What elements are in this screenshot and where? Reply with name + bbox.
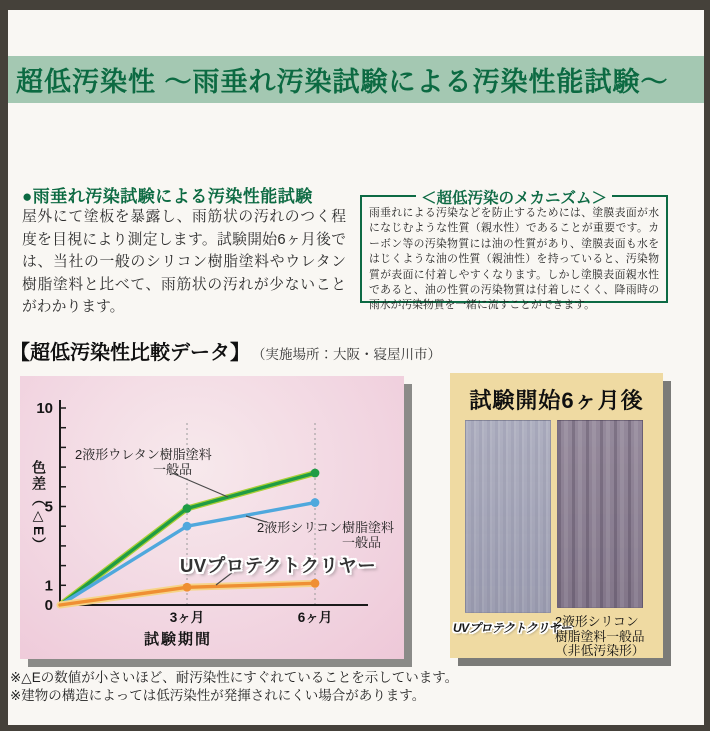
intro-body-text: 屋外にて塗板を暴露し、雨筋状の汚れのつく程度を目視により測定します。試験開始6ヶ月後では、当社の一般のシリコン樹脂塗料やウレタン樹脂塗料と比べて、雨筋状の汚れが少ないことがわかります。 <box>22 209 346 315</box>
photo-uv-protect-clear-sample <box>465 420 551 613</box>
data-heading-location: （実施場所：大阪・寝屋川市） <box>252 347 441 362</box>
mechanism-box <box>360 190 668 312</box>
silicon-series-label-line2: 一般品 <box>341 535 381 550</box>
comparison-chart-panel <box>20 376 404 659</box>
intro-heading: ●雨垂れ汚染試験による汚染性能試験 <box>22 187 313 206</box>
mechanism-box-title: ＜超低汚染のメカニズム＞ <box>416 186 612 208</box>
footnote-delta-e: ※△Eの数値が小さいほど、耐汚染性にすぐれていることを示しています。 <box>10 670 459 685</box>
photo-comparison-panel <box>450 373 663 658</box>
photo-silicon-paint-sample <box>557 420 643 608</box>
uv-protect-clear-series-label: UVプロテクトクリヤー <box>180 555 377 576</box>
photo-right-label-line2: 樹脂塗料一般品 <box>555 628 645 644</box>
svg-text:3ヶ月: 3ヶ月 <box>169 610 205 625</box>
data-section-heading <box>10 336 441 365</box>
photo-right-label <box>555 615 661 659</box>
urethane-series-label-line1: 2液形ウレタン樹脂塗料 <box>75 447 212 462</box>
svg-text:6ヶ月: 6ヶ月 <box>297 610 333 625</box>
svg-text:0: 0 <box>44 597 53 614</box>
photo-panel-title: 試験開始6ヶ月後 <box>469 388 644 413</box>
footnote-building: ※建物の構造によっては低汚染性が発揮されにくい場合があります。 <box>10 688 426 703</box>
svg-text:10: 10 <box>36 400 53 417</box>
y-axis-label: 色差（△E） <box>31 460 47 554</box>
section-title-banner <box>8 56 704 103</box>
photo-right-label-line1: 2液形シリコン <box>555 614 639 629</box>
svg-text:試験期間: 試験期間 <box>143 631 213 648</box>
mechanism-box-body: 雨垂れによる汚染などを防止するためには、塗膜表面が水になじむような性質（親水性）であることが重要です。カーボン等の汚染物質には油の性質があり、塗膜表面も水をはじくような油の性質（親油性）を持っていると、汚染物質が表面に付着しやすくなります。しかし塗膜表面親水性であると、油の性質の汚染物質は付着しにくく、降雨時の雨水が汚染物質を一緒に流すことができます。 <box>369 207 659 312</box>
frame-bottom <box>0 725 710 731</box>
urethane-series-label-line2: 一般品 <box>152 462 192 477</box>
page-title: 超低汚染性 ～雨垂れ汚染試験による汚染性能試験～ <box>16 67 669 97</box>
photo-left-label: UVプロテクトクリヤー <box>453 621 572 635</box>
silicon-series-label-line1: 2液形シリコン樹脂塗料 <box>257 520 394 535</box>
frame-left <box>0 0 8 731</box>
frame-top <box>0 0 710 10</box>
svg-text:5: 5 <box>44 498 53 516</box>
frame-right <box>704 0 710 731</box>
photo-right-label-line3: （非低汚染形） <box>555 643 645 659</box>
data-heading-main: 【超低汚染性比較データ】 <box>10 342 250 364</box>
svg-text:1: 1 <box>44 577 53 595</box>
